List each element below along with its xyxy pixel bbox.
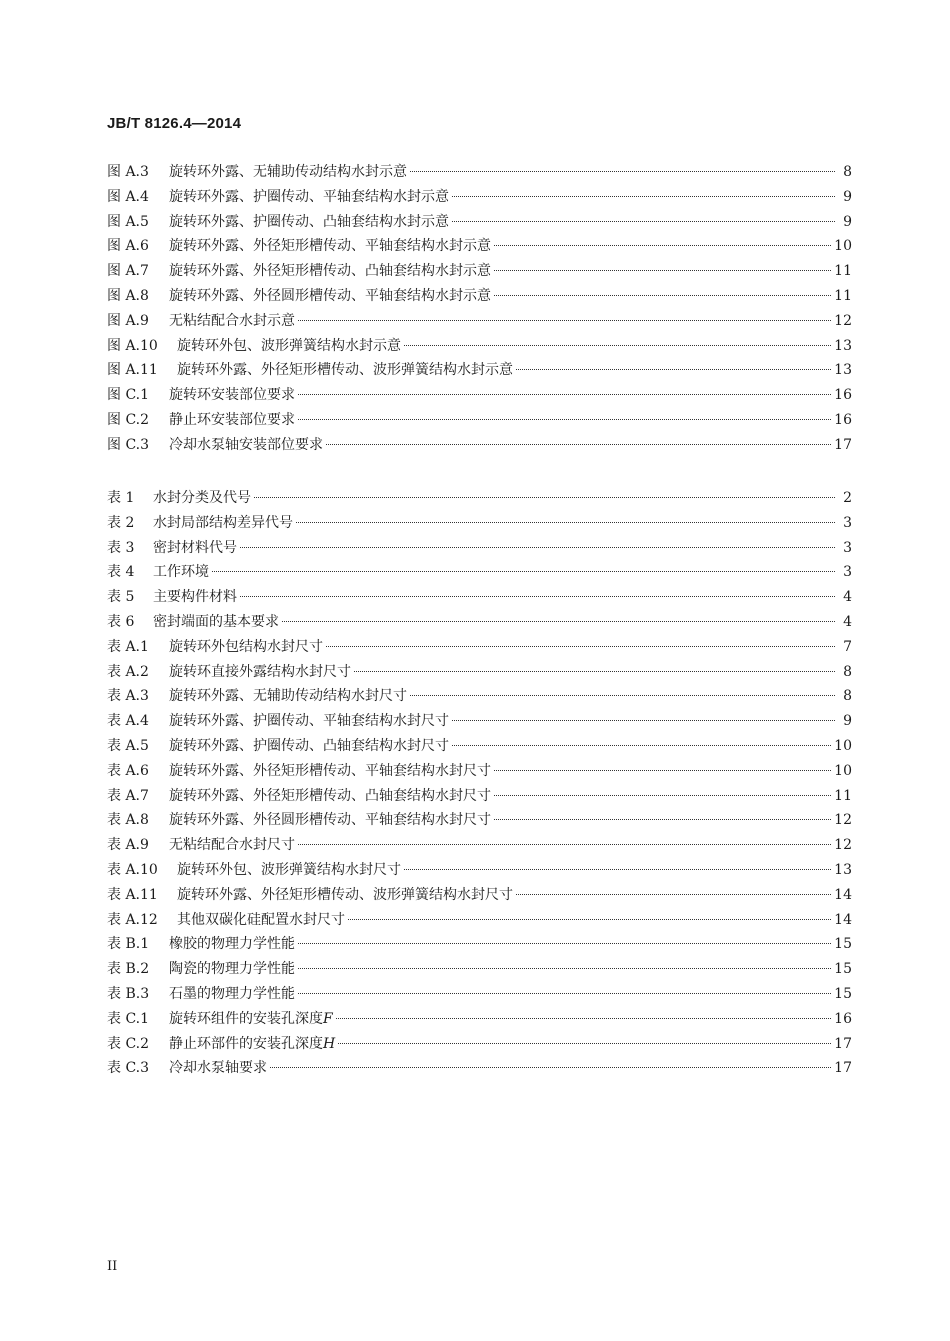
toc-entry-label: 表 B.3	[107, 985, 150, 1002]
toc-entry-title-text: 旋转环外露、外径矩形槽传动、波形弹簧结构水封示意	[177, 362, 513, 379]
toc-figure-entry[interactable]	[107, 210, 852, 235]
toc-entry-label: 表 3	[107, 539, 135, 556]
toc-entry-label: 表 A.4	[107, 713, 149, 730]
toc-entry-title-text: 旋转环外露、外径圆形槽传动、平轴套结构水封示意	[169, 287, 491, 304]
toc-entry-title-text: 旋转环组件的安装孔深度	[169, 1010, 323, 1027]
toc-entry-title-text: 旋转环外露、外径矩形槽传动、平轴套结构水封示意	[169, 238, 491, 255]
dot-leader	[516, 368, 831, 370]
toc-figure-entry[interactable]	[107, 259, 852, 284]
toc-entry-label: 表 A.11	[107, 886, 158, 903]
toc-entry-title-text: 工作环境	[153, 564, 209, 581]
toc-table-entry[interactable]	[107, 684, 852, 709]
toc-entry-label: 图 C.1	[107, 387, 150, 404]
toc-entry-title	[177, 358, 513, 383]
toc-entry-page: 10	[834, 737, 852, 754]
standard-code: JB/T 8126.4—2014	[107, 115, 242, 132]
toc-figure-entry[interactable]	[107, 234, 852, 259]
dot-leader	[336, 1017, 831, 1019]
toc-entry-title	[169, 709, 449, 734]
dot-leader	[298, 967, 831, 969]
toc-entry-label: 图 A.7	[107, 263, 149, 280]
toc-entry-title	[169, 210, 449, 235]
dot-leader	[404, 344, 831, 346]
toc-table-entry[interactable]	[107, 1032, 852, 1057]
toc-entry-title	[153, 585, 237, 610]
toc-entry-title	[169, 635, 323, 660]
toc-figure-entry[interactable]	[107, 185, 852, 210]
toc-entry-title	[153, 511, 293, 536]
toc-entry-title-text: 静止环安装部位要求	[169, 411, 295, 428]
toc-entry-title	[169, 433, 323, 458]
figure-list	[107, 160, 852, 458]
toc-entry-label: 图 A.4	[107, 188, 149, 205]
toc-entry-title	[169, 160, 407, 185]
toc-table-entry[interactable]	[107, 858, 852, 883]
toc-entry-page: 12	[834, 312, 852, 329]
toc-entry-page: 11	[834, 787, 852, 804]
toc-entry-title	[169, 932, 295, 957]
toc-entry-title	[153, 610, 279, 635]
toc-entry-page: 15	[834, 961, 852, 978]
toc-entry-page: 12	[834, 837, 852, 854]
toc-entry-title-text: 陶瓷的物理力学性能	[169, 961, 295, 978]
dot-leader	[282, 620, 835, 622]
toc-entry-title	[177, 334, 401, 359]
toc-entry-label: 表 A.1	[107, 638, 149, 655]
dot-leader	[298, 418, 831, 420]
dot-leader	[326, 645, 835, 647]
toc-table-entry[interactable]	[107, 610, 852, 635]
toc-entry-page: 10	[834, 762, 852, 779]
toc-table-entry[interactable]	[107, 759, 852, 784]
toc-figure-entry[interactable]	[107, 160, 852, 185]
toc-entry-page: 17	[834, 436, 852, 453]
toc-entry-variable: H	[323, 1035, 336, 1052]
toc-entry-label: 表 C.3	[107, 1060, 150, 1077]
toc-entry-title-text: 旋转环外露、外径矩形槽传动、凸轴套结构水封示意	[169, 263, 491, 280]
dot-leader	[298, 393, 831, 395]
toc-entry-page: 15	[834, 936, 852, 953]
toc-entry-title-text: 旋转环外包结构水封尺寸	[169, 638, 323, 655]
toc-entry-page: 17	[834, 1060, 852, 1077]
toc-entry-title	[169, 185, 449, 210]
toc-entry-variable: F	[323, 1010, 333, 1027]
toc-entry-title-text: 无粘结配合水封示意	[169, 312, 295, 329]
dot-leader	[452, 719, 835, 721]
toc-entry-page: 13	[834, 362, 852, 379]
dot-leader	[326, 443, 831, 445]
toc-entry-label: 图 A.5	[107, 213, 149, 230]
toc-table-entry[interactable]	[107, 908, 852, 933]
toc-entry-title	[169, 1056, 267, 1081]
toc-figure-entry[interactable]	[107, 408, 852, 433]
toc-table-entry[interactable]	[107, 957, 852, 982]
toc-entry-label: 表 A.8	[107, 812, 149, 829]
toc-entry-title-text: 旋转环外露、护圈传动、平轴套结构水封尺寸	[169, 713, 449, 730]
toc-entry-page: 4	[843, 589, 852, 606]
toc-entry-page: 4	[843, 613, 852, 630]
toc-table-entry[interactable]	[107, 932, 852, 957]
toc-entry-label: 表 6	[107, 613, 135, 630]
toc-entry-title-text: 旋转环外露、护圈传动、凸轴套结构水封示意	[169, 213, 449, 230]
toc-entry-title	[169, 784, 491, 809]
toc-entry-label: 表 4	[107, 564, 135, 581]
toc-table-entry[interactable]	[107, 536, 852, 561]
toc-entry-label: 表 A.3	[107, 688, 149, 705]
dot-leader	[494, 269, 831, 271]
toc-entry-title	[169, 1032, 335, 1057]
toc-entry-title	[169, 1007, 333, 1032]
toc-entry-page: 8	[843, 164, 852, 180]
page-number: II	[107, 1259, 118, 1274]
toc-table-entry[interactable]	[107, 1056, 852, 1081]
toc-table-entry[interactable]	[107, 833, 852, 858]
toc-entry-title	[169, 808, 491, 833]
toc-entry-page: 13	[834, 337, 852, 354]
toc-entry-page: 8	[843, 663, 852, 680]
toc-entry-title-text: 主要构件材料	[153, 589, 237, 606]
toc-entry-page: 14	[834, 886, 852, 903]
toc-entry-title	[169, 982, 295, 1007]
toc-entry-title	[169, 259, 491, 284]
toc-entry-title	[153, 536, 237, 561]
toc-figure-entry[interactable]	[107, 334, 852, 359]
toc-entry-title	[169, 734, 449, 759]
table-list	[107, 486, 852, 1081]
toc-table-entry[interactable]	[107, 660, 852, 685]
toc-entry-label: 图 A.9	[107, 312, 149, 329]
toc-entry-title-text: 静止环部件的安装孔深度	[169, 1035, 323, 1052]
toc-entry-title-text: 旋转环外露、外径矩形槽传动、凸轴套结构水封尺寸	[169, 787, 491, 804]
toc-entry-title-text: 橡胶的物理力学性能	[169, 936, 295, 953]
toc-entry-label: 表 B.1	[107, 936, 150, 953]
dot-leader	[494, 769, 831, 771]
toc-entry-label: 表 5	[107, 589, 135, 606]
toc-table-entry[interactable]	[107, 808, 852, 833]
dot-leader	[270, 1066, 831, 1068]
toc-entry-page: 7	[843, 638, 852, 655]
toc-figure-entry[interactable]	[107, 433, 852, 458]
dot-leader	[298, 992, 831, 994]
dot-leader	[410, 170, 835, 172]
dot-leader	[452, 220, 835, 222]
dot-leader	[298, 843, 831, 845]
toc-figure-entry[interactable]	[107, 309, 852, 334]
dot-leader	[338, 1042, 831, 1044]
toc-figure-entry[interactable]	[107, 284, 852, 309]
toc-entry-page: 12	[834, 812, 852, 829]
toc-entry-title-text: 旋转环外包、波形弹簧结构水封示意	[177, 337, 401, 354]
toc-table-entry[interactable]	[107, 734, 852, 759]
toc-entry-title	[169, 383, 295, 408]
toc-entry-label: 图 A.10	[107, 337, 158, 354]
toc-entry-page: 3	[843, 539, 852, 556]
toc-table-entry[interactable]	[107, 982, 852, 1007]
toc-entry-title-text: 其他双碳化硅配置水封尺寸	[177, 911, 345, 928]
dot-leader	[298, 319, 831, 321]
toc-entry-title	[153, 560, 209, 585]
toc-entry-title-text: 密封材料代号	[153, 539, 237, 556]
toc-entry-title	[169, 833, 295, 858]
dot-leader	[348, 918, 831, 920]
toc-entry-title	[169, 759, 491, 784]
dot-leader	[494, 794, 831, 796]
toc-table-entry[interactable]	[107, 1007, 852, 1032]
toc-entry-title-text: 旋转环直接外露结构水封尺寸	[169, 663, 351, 680]
toc-table-entry[interactable]	[107, 585, 852, 610]
toc-entry-title-text: 密封端面的基本要求	[153, 613, 279, 630]
toc-entry-label: 表 A.6	[107, 762, 149, 779]
toc-entry-title-text: 旋转环外露、外径矩形槽传动、波形弹簧结构水封尺寸	[177, 886, 513, 903]
toc-entry-title	[153, 486, 251, 511]
toc-table-entry[interactable]	[107, 784, 852, 809]
toc-entry-page: 10	[834, 238, 852, 255]
toc-entry-title	[169, 660, 351, 685]
dot-leader	[494, 294, 831, 296]
toc-table-entry[interactable]	[107, 635, 852, 660]
toc-entry-page: 3	[843, 564, 852, 581]
dot-leader	[452, 744, 831, 746]
dot-leader	[240, 595, 835, 597]
toc-entry-title-text: 旋转环外露、外径矩形槽传动、平轴套结构水封尺寸	[169, 762, 491, 779]
toc-entry-title-text: 旋转环外露、无辅助传动结构水封尺寸	[169, 688, 407, 705]
toc-entry-title-text: 石墨的物理力学性能	[169, 985, 295, 1002]
toc-entry-page: 15	[834, 985, 852, 1002]
dot-leader	[452, 195, 835, 197]
dot-leader	[354, 670, 835, 672]
toc-entry-label: 图 A.8	[107, 287, 149, 304]
toc-table-entry[interactable]	[107, 511, 852, 536]
dot-leader	[404, 868, 831, 870]
toc-entry-title	[169, 957, 295, 982]
toc-entry-label: 表 2	[107, 514, 135, 531]
toc-entry-title-text: 旋转环外包、波形弹簧结构水封尺寸	[177, 861, 401, 878]
toc-entry-title	[169, 309, 295, 334]
toc-table-entry[interactable]	[107, 560, 852, 585]
dot-leader	[240, 546, 835, 548]
toc-entry-page: 3	[843, 514, 852, 531]
toc-entry-title-text: 冷却水泵轴安装部位要求	[169, 436, 323, 453]
toc-entry-label: 图 A.11	[107, 362, 158, 379]
toc-entry-label: 表 A.10	[107, 861, 158, 878]
toc-entry-title-text: 无粘结配合水封尺寸	[169, 837, 295, 854]
dot-leader	[254, 496, 835, 498]
dot-leader	[494, 818, 831, 820]
toc-entry-page: 8	[843, 688, 852, 705]
toc-entry-label: 表 B.2	[107, 961, 150, 978]
toc-entry-title-text: 旋转环外露、无辅助传动结构水封示意	[169, 164, 407, 180]
toc-entry-title	[177, 858, 401, 883]
toc-entry-title	[177, 908, 345, 933]
dot-leader	[516, 893, 831, 895]
toc-table-entry[interactable]	[107, 709, 852, 734]
toc-entry-page: 9	[843, 213, 852, 230]
toc-table-entry[interactable]	[107, 486, 852, 511]
toc-entry-title	[169, 684, 407, 709]
toc-entry-page: 14	[834, 911, 852, 928]
toc-entry-label: 表 1	[107, 490, 135, 506]
toc-entry-title-text: 冷却水泵轴要求	[169, 1060, 267, 1077]
toc-entry-title-text: 水封局部结构差异代号	[153, 514, 293, 531]
page-header	[107, 115, 241, 132]
dot-leader	[494, 244, 831, 246]
toc-table-entry[interactable]	[107, 883, 852, 908]
toc-entry-label: 图 A.6	[107, 238, 149, 255]
toc-entry-title-text: 旋转环安装部位要求	[169, 387, 295, 404]
toc-entry-title	[169, 408, 295, 433]
toc-entry-page: 9	[843, 713, 852, 730]
toc-entry-title-text: 旋转环外露、护圈传动、凸轴套结构水封尺寸	[169, 737, 449, 754]
toc-entry-label: 表 C.1	[107, 1010, 150, 1027]
toc-entry-page: 11	[834, 287, 852, 304]
toc-entry-page: 11	[834, 263, 852, 280]
toc-entry-title-text: 旋转环外露、外径圆形槽传动、平轴套结构水封尺寸	[169, 812, 491, 829]
dot-leader	[410, 694, 835, 696]
toc-entry-label: 图 A.3	[107, 164, 149, 180]
toc-entry-title	[177, 883, 513, 908]
toc-figure-entry[interactable]	[107, 358, 852, 383]
toc-entry-page: 16	[834, 411, 852, 428]
dot-leader	[298, 942, 831, 944]
toc-entry-page: 9	[843, 188, 852, 205]
toc-entry-title-text: 旋转环外露、护圈传动、平轴套结构水封示意	[169, 188, 449, 205]
toc-entry-label: 图 C.3	[107, 436, 150, 453]
toc-entry-title	[169, 234, 491, 259]
toc-entry-label: 表 A.5	[107, 737, 149, 754]
toc-entry-page: 13	[834, 861, 852, 878]
toc-figure-entry[interactable]	[107, 383, 852, 408]
dot-leader	[212, 570, 835, 572]
toc-entry-title	[169, 284, 491, 309]
toc-entry-title-text: 水封分类及代号	[153, 490, 251, 506]
toc-entry-page: 2	[843, 490, 852, 506]
toc-entry-page: 17	[834, 1035, 852, 1052]
toc-entry-label: 表 A.9	[107, 837, 149, 854]
toc-entry-label: 表 A.2	[107, 663, 149, 680]
toc-entry-page: 16	[834, 1010, 852, 1027]
toc-entry-label: 图 C.2	[107, 411, 150, 428]
toc-entry-label: 表 A.12	[107, 911, 158, 928]
toc-entry-label: 表 C.2	[107, 1035, 150, 1052]
toc-entry-page: 16	[834, 387, 852, 404]
dot-leader	[296, 521, 835, 523]
toc-entry-label: 表 A.7	[107, 787, 149, 804]
